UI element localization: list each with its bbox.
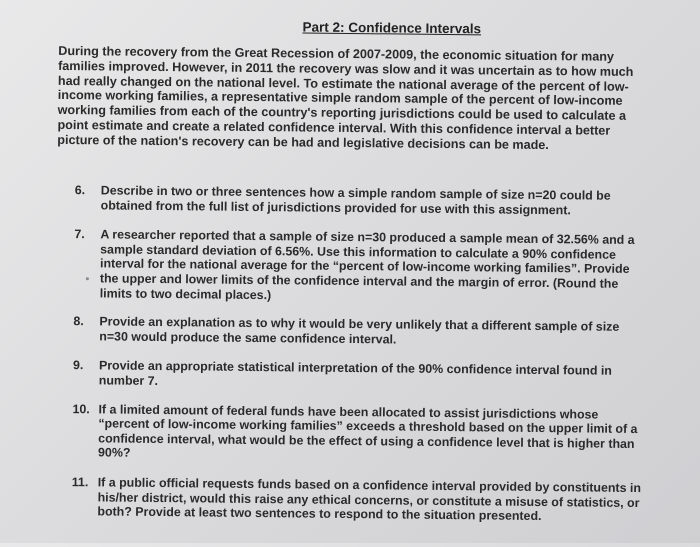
question-text: If a limited amount of federal funds have been allocated to assist jurisdictions whose “percent of low-income working families” exceeds a threshold based on the upper limit of a confidence interval, what would be the effect of using a confidence level that is higher than 90%? [97,401,638,461]
question-item [73,358,643,393]
question-item [74,227,645,306]
question-item [73,314,643,349]
question-text: If a public official requests funds based on a confidence interval provided by constituents in his/her district, would this raise any ethical concerns, or constitute a misuse of statistics, or both? Provide at least two sentences to respond to the situation presented. [97,475,642,524]
question-number: 10. [72,401,90,416]
question-text: Describe in two or three sentences how a simple random sample of size n=20 could be obtained from the full list of jurisdictions provided for use with this assignment. [100,183,611,217]
question-item [72,402,643,466]
question-number: 7. [74,227,85,242]
question-text: Provide an appropriate statistical interpretation of the 90% confidence interval found in number 7. [98,358,612,388]
question-number: 8. [73,314,84,329]
question-item [71,475,641,525]
question-list [71,183,644,525]
intro-paragraph: During the recovery from the Great Recession of 2007-2009, the economic situation for many families improved. However, in 2011 the recovery was slow and it was uncertain as to how much had really changed on the national level. To estimate the national average of the percent of low-income working families, a representative simple random sample of the percent of low-income working families from each of the country's reporting jurisdictions could be used to calculate a point estimate and create a related confidence interval. With this confidence interval a better picture of the nation's recovery can be had and legislative decisions can be made. [57,43,634,152]
question-text: A researcher reported that a sample of size n=30 produced a sample mean of 32.56% and a sample standard deviation of 6.56%. Use this information to calculate a 90% confidence interval for the national average for the “percent of low-income working families”. Provide the upper and lower limits of the confidence interval and the margin of error. (Round the limits to two decimal places.) [99,227,635,302]
question-number: 11. [71,475,89,490]
question-item [75,183,645,218]
question-number: 6. [74,183,86,198]
question-text: Provide an explanation as to why it would be very unlikely that a different sample of size n=30 would produce the same confidence interval. [99,314,620,347]
question-number: 9. [72,358,84,373]
pen-mark [86,277,89,280]
page-title: Part 2: Confidence Intervals [302,19,482,37]
